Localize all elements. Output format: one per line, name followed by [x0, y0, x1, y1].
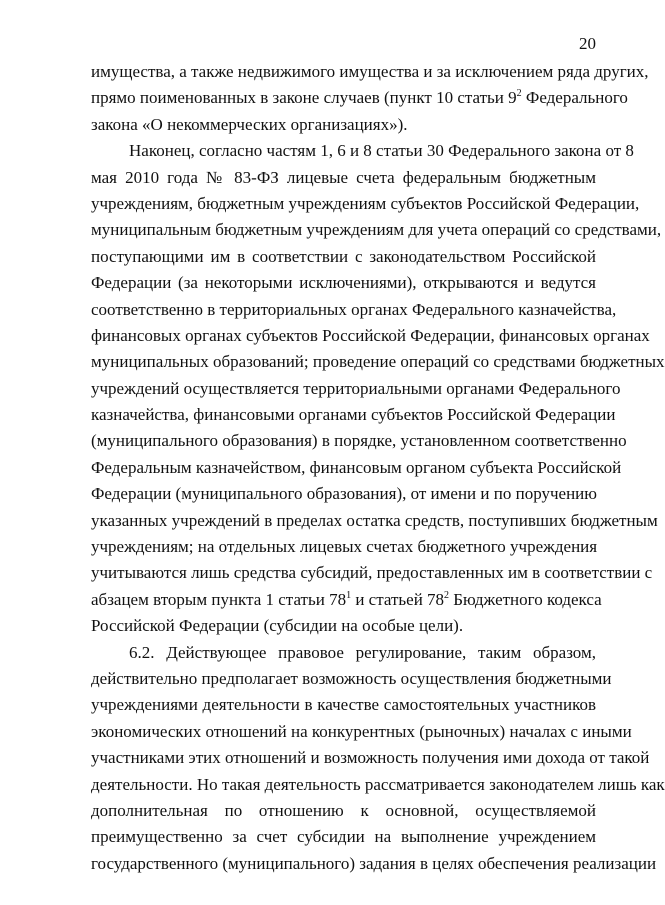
- text-line: поступающими им в соответствии с законодательством Российской: [91, 246, 596, 266]
- text-line: учреждениям, бюджетным учреждениям субъектов Российской Федерации,: [91, 193, 640, 213]
- text-line: абзацем вторым пункта 1 статьи $78^1$ и статьей $78^2$ Бюджетного кодекса: [91, 589, 602, 609]
- page-number: 20: [579, 34, 596, 53]
- text-line: преимущественно за счет субсидии на выполнение учреждением: [91, 827, 596, 847]
- text-line: имущества, а также недвижимого имущества и за исключением ряда других,: [91, 62, 649, 81]
- text-line: учреждениями деятельности в качестве самостоятельных участников: [91, 695, 596, 715]
- text-line: муниципальным бюджетным учреждениям для учета операций со средствами,: [91, 220, 662, 240]
- text-line: государственного (муниципального) задания в целях обеспечения реализации: [91, 853, 657, 873]
- text-line: муниципальных образований; проведение операций со средствами бюджетных: [91, 352, 665, 372]
- text-line: соответственно в территориальных органах Федерального казначейства,: [91, 299, 617, 319]
- text-line: финансовых органах субъектов Российской Федерации, финансовых органах: [91, 325, 650, 345]
- paragraph: [91, 138, 665, 639]
- text-line: 6.2. Действующее правовое регулирование, таким образом,: [129, 642, 596, 662]
- paragraph: [91, 59, 649, 138]
- text-line: деятельности. Но такая деятельность рассматривается законодателем лишь как: [91, 774, 665, 794]
- text-line: Российской Федерации (субсидии на особые цели).: [91, 616, 464, 636]
- text-line: указанных учреждений в пределах остатка средств, поступивших бюджетным: [91, 510, 658, 530]
- text-line: Федерации (за некоторыми исключениями), открываются и ведутся: [91, 273, 596, 293]
- superscript: 1: [346, 589, 352, 601]
- text-line: учитываются лишь средства субсидий, предоставленных им в соответствии с: [91, 563, 653, 583]
- text-line: действительно предполагает возможность осуществления бюджетными: [91, 668, 612, 688]
- superscript: 2: [516, 88, 522, 100]
- text-line: Федерации (муниципального образования), от имени и по поручению: [91, 484, 597, 504]
- text-line: учреждений осуществляется территориальными органами Федерального: [91, 378, 621, 398]
- text-line: закона «О некоммерческих организациях»).: [91, 114, 408, 134]
- text-line: дополнительная по отношению к основной, осуществляемой: [91, 800, 596, 820]
- text-line: казначейства, финансовыми органами субъектов Российской Федерации: [91, 405, 616, 425]
- paragraph: [91, 640, 665, 878]
- text-line: Наконец, согласно частям 1, 6 и 8 статьи 30 Федерального закона от 8: [129, 141, 634, 161]
- superscript: 2: [444, 589, 450, 601]
- text-line: прямо поименованных в законе случаев (пункт 10 статьи $9^2$ Федерального: [91, 88, 628, 108]
- text-line: Федеральным казначейством, финансовым органом субъекта Российской: [91, 457, 622, 477]
- text-line: мая 2010 года № 83-ФЗ лицевые счета федеральным бюджетным: [91, 167, 596, 187]
- document-body: [91, 59, 665, 877]
- text-line: экономических отношений на конкурентных (рыночных) началах с иными: [91, 721, 632, 741]
- text-line: учреждениям; на отдельных лицевых счетах бюджетного учреждения: [91, 537, 598, 557]
- text-line: участниками этих отношений и возможность получения ими дохода от такой: [91, 748, 650, 768]
- text-line: (муниципального образования) в порядке, установленном соответственно: [91, 431, 627, 451]
